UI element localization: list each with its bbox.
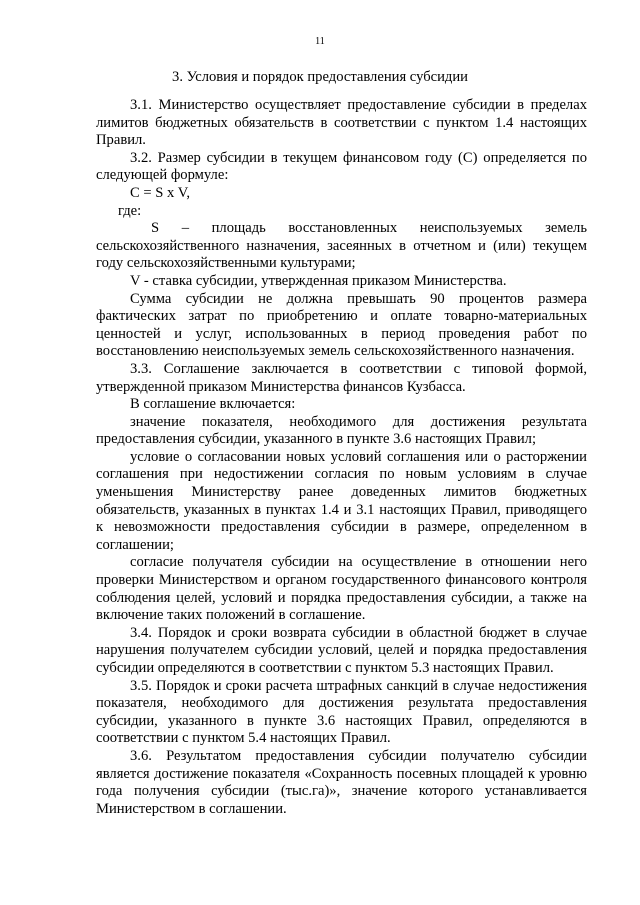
subsidy-formula: С = S x V, [130,184,191,201]
agreement-item-new-conditions: условие о согласовании новых условий соглашения или о расторжении соглашения при недостижении согласия по новым условиям в случае уменьшения Министерству ранее доведенных лимитов бюджетных обязательств, указанных в пунктах 1.4 и 3.1 настоящих Правил, приводящего к невозможности предоставления субсидии в размере, определенном в соглашении; [96,448,587,553]
paragraph-3-3: 3.3. Соглашение заключается в соответствии с типовой формой, утвержденной приказом Министерства финансов Кузбасса. [96,360,587,395]
agreement-item-consent: согласие получателя субсидии на осуществление в отношении него проверки Министерством и органом государственного финансового контроля соблюдения целей, условий и порядка предоставления субсидии, а также на включение таких положений в соглашение. [96,554,587,624]
paragraph-3-5: 3.5. Порядок и сроки расчета штрафных санкций в случае недостижения показателя, необходимого для достижения результата предоставления субсидии, указанного в пункте 3.6 настоящих Правил, определяются в соответствии с пунктом 5.4 настоящих Правил. [96,677,587,747]
agreement-item-indicator: значение показателя, необходимого для достижения результата предоставления субсидии, указанного в пункте 3.6 настоящих Правил; [96,413,587,448]
agreement-includes: В соглашение включается: [130,396,296,413]
variable-s-definition: S – площадь восстановленных неиспользуемых земель сельскохозяйственного назначения, засеянных в отчетном и (или) текущем году сельскохозяйственными культурами; [96,220,587,272]
paragraph-3-1: 3.1. Министерство осуществляет предоставление субсидии в пределах лимитов бюджетных обязательств в соответствии с пунктом 1.4 настоящих Правил. [96,97,587,149]
document-body [96,97,587,818]
formula-where: где: [118,202,142,219]
page-number: 11 [315,36,325,47]
section-title: 3. Условия и порядок предоставления субсидии [172,69,468,85]
paragraph-3-2: 3.2. Размер субсидии в текущем финансовом году (С) определяется по следующей формуле: [96,149,587,184]
paragraph-3-6: 3.6. Результатом предоставления субсидии получателю субсидии является достижение показателя «Сохранность посевных площадей к уровню года получения субсидии (тыс.га)», значение которого устанавливается Министерством в соглашении. [96,747,587,817]
variable-v-definition: V - ставка субсидии, утвержденная приказом Министерства. [130,272,507,289]
paragraph-3-4: 3.4. Порядок и сроки возврата субсидии в областной бюджет в случае нарушения получателем субсидии условий, целей и порядка предоставления субсидии определяются в соответствии с пунктом 5.3 настоящих Правил. [96,624,587,676]
subsidy-sum-limit: Сумма субсидии не должна превышать 90 процентов размера фактических затрат по приобретению и оплате товарно-материальных ценностей и услуг, использованных в период проведения работ по восстановлению неиспользуемых земель сельскохозяйственного назначения. [96,290,587,360]
